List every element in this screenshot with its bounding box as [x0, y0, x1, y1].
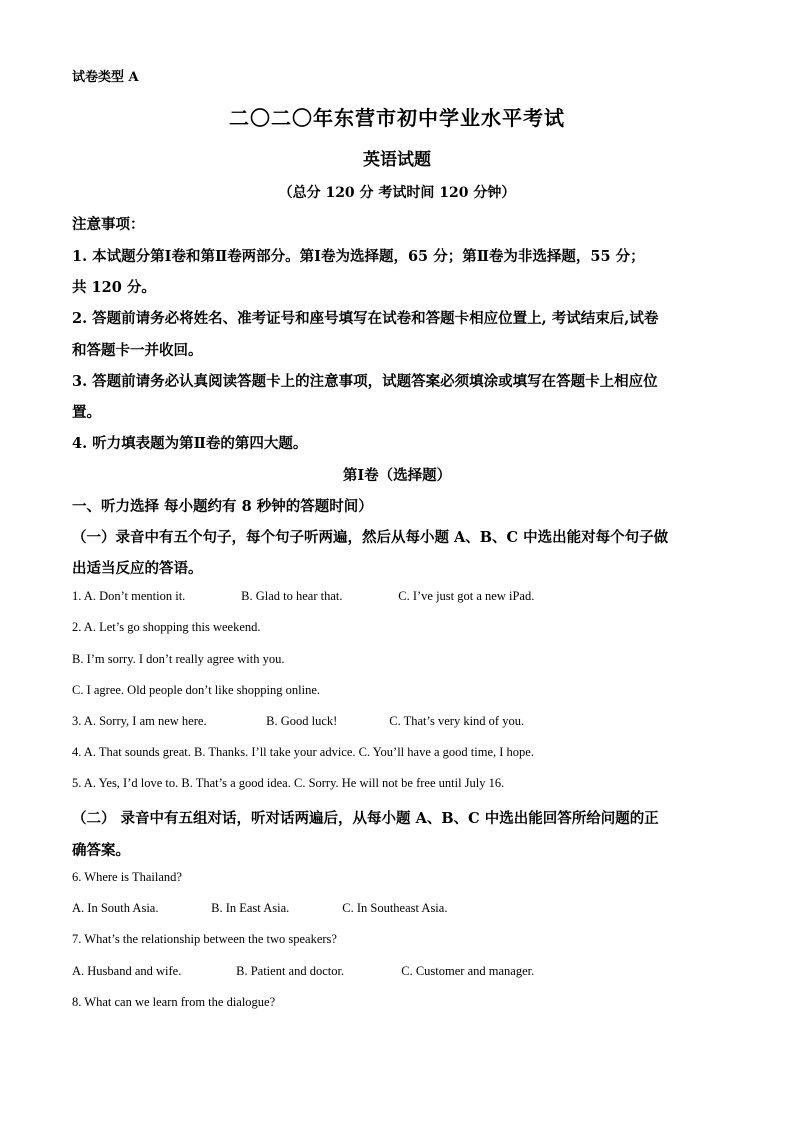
subsection-1-line-1: （一）录音中有五个句子，每个句子听两遍，然后从每小题 A、B、C 中选出能对每个句子做	[72, 529, 669, 546]
question-7-options	[72, 964, 534, 979]
paper-type-label: 试卷类型 A	[72, 70, 139, 85]
q7-option-c: C. Customer and manager.	[401, 964, 535, 978]
note-3-line-1: 3. 答题前请务必认真阅读答题卡上的注意事项，试题答案必须填涂或填写在答题卡上相应位	[72, 373, 658, 390]
note-1-line-1: 1. 本试题分第Ⅰ卷和第Ⅱ卷两部分。第Ⅰ卷为选择题，65 分；第Ⅱ卷为非选择题，55 分；	[72, 248, 645, 265]
q3-option-c: C. That’s very kind of you.	[389, 714, 525, 728]
q6-stem: 6. Where is Thailand?	[72, 870, 182, 884]
section-1-heading: 一、听力选择 每小题约有 8 秒钟的答题时间）	[72, 498, 373, 515]
q1-option-b: B. Glad to hear that.	[241, 589, 343, 603]
q1-option-a: 1. A. Don’t mention it.	[72, 589, 186, 603]
subject-title: 英语试题	[363, 150, 431, 170]
q3-option-b: B. Good luck!	[266, 714, 338, 728]
q2-option-b: B. I’m sorry. I don’t really agree with you.	[72, 652, 285, 666]
exam-title: 二〇二〇年东营市初中学业水平考试	[229, 106, 565, 130]
note-4: 4. 听力填表题为第Ⅱ卷的第四大题。	[72, 435, 308, 452]
q2-option-c: C. I agree. Old people don’t like shopping online.	[72, 683, 320, 697]
q6-option-a: A. In South Asia.	[72, 901, 159, 915]
question-6-options	[72, 901, 447, 916]
notes-heading: 注意事项：	[72, 216, 145, 233]
q1-option-c: C. I’ve just got a new iPad.	[398, 589, 535, 603]
q3-option-a: 3. A. Sorry, I am new here.	[72, 714, 207, 728]
q2-option-a: 2. A. Let’s go shopping this weekend.	[72, 620, 261, 634]
q7-option-a: A. Husband and wife.	[72, 964, 182, 978]
note-2-line-2: 和答题卡一并收回。	[72, 342, 203, 359]
subsection-2-line-2: 确答案。	[72, 842, 130, 859]
q7-stem: 7. What’s the relationship between the two speakers?	[72, 932, 337, 946]
note-3-line-2: 置。	[72, 404, 101, 421]
note-1-line-2: 共 120 分。	[72, 279, 156, 296]
question-5: 5. A. Yes, I’d love to. B. That’s a good idea. C. Sorry. He will not be free until July 16.	[72, 776, 505, 790]
score-time-info: （总分 120 分 考试时间 120 分钟）	[278, 185, 516, 201]
q6-option-c: C. In Southeast Asia.	[342, 901, 448, 915]
question-1	[72, 589, 534, 604]
subsection-2-line-1: （二） 录音中有五组对话，听对话两遍后，从每小题 A、B、C 中选出能回答所给问题的正	[72, 810, 659, 827]
q7-option-b: B. Patient and doctor.	[236, 964, 345, 978]
note-2-line-1: 2. 答题前请务必将姓名、准考证号和座号填写在试卷和答题卡相应位置上, 考试结束后,试卷	[72, 310, 659, 327]
question-4: 4. A. That sounds great. B. Thanks. I’ll take your advice. C. You’ll have a good time, I hope.	[72, 745, 534, 759]
part-1-heading: 第Ⅰ卷（选择题）	[342, 467, 452, 484]
q8-stem: 8. What can we learn from the dialogue?	[72, 995, 276, 1009]
subsection-1-line-2: 出适当反应的答语。	[72, 560, 203, 577]
q6-option-b: B. In East Asia.	[211, 901, 290, 915]
question-3	[72, 714, 524, 729]
